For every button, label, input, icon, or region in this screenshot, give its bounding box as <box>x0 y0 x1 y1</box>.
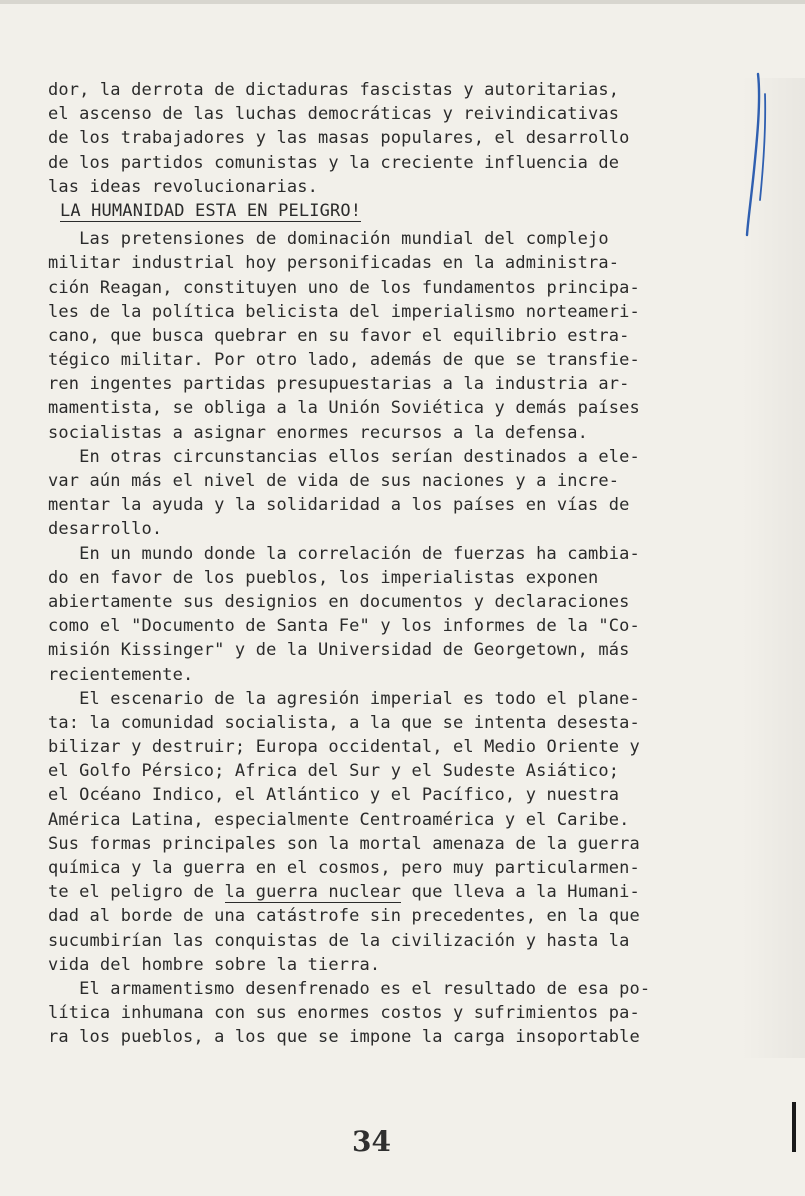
text-line: el Océano Indico, el Atlántico y el Pacífico, y nuestra <box>48 785 620 806</box>
text-fragment: que lleva a la Humani- <box>401 882 640 903</box>
text-line: dad al borde de una catástrofe sin precedentes, en la que <box>48 906 640 927</box>
text-line: En otras circunstancias ellos serían destinados a ele- <box>48 446 640 467</box>
text-line: abiertamente sus designios en documentos y declaraciones <box>48 591 630 612</box>
text-line: de los partidos comunistas y la creciente influencia de <box>48 152 620 173</box>
text-line: América Latina, especialmente Centroamérica y el Caribe. <box>48 809 630 830</box>
text-line: El armamentismo desenfrenado es el resultado de esa po- <box>48 978 651 999</box>
text-fragment: te el peligro de <box>48 882 225 903</box>
text-line: ta: la comunidad socialista, a la que se intenta desesta- <box>48 712 640 733</box>
text-line: En un mundo donde la correlación de fuerzas ha cambia- <box>48 543 640 564</box>
paragraph-4 <box>48 687 728 977</box>
text-line: tégico militar. Por otro lado, además de que se transfie- <box>48 350 640 371</box>
page-top-edge <box>0 0 805 4</box>
text-line: misión Kissinger" y de la Universidad de Georgetown, más <box>48 640 630 661</box>
paragraph-3 <box>48 542 728 687</box>
section-heading-text: LA HUMANIDAD ESTA EN PELIGRO! <box>60 200 362 221</box>
text-line-underlined <box>48 880 728 904</box>
text-line: var aún más el nivel de vida de sus naciones y a incre- <box>48 471 620 491</box>
text-line: desarrollo. <box>48 519 163 540</box>
text-line: el Golfo Pérsico; Africa del Sur y el Sudeste Asiático; <box>48 761 620 782</box>
text-line: como el "Documento de Santa Fe" y los informes de la "Co- <box>48 616 640 637</box>
paragraph-5 <box>48 977 728 1050</box>
text-line: militar industrial hoy personificadas en la administra- <box>48 253 620 274</box>
text-line: las ideas revolucionarias. <box>48 176 319 197</box>
text-line: ra los pueblos, a los que se impone la carga insoportable <box>48 1027 640 1048</box>
body-text <box>48 78 728 1050</box>
text-line: socialistas a asignar enormes recursos a la defensa. <box>48 422 589 443</box>
section-heading <box>60 199 728 223</box>
text-line: química y la guerra en el cosmos, pero muy particularmen- <box>48 858 640 878</box>
text-line: bilizar y destruir; Europa occidental, el Medio Oriente y <box>48 737 640 758</box>
text-line: el ascenso de las luchas democráticas y reivindicativas <box>48 104 620 125</box>
text-line: vida del hombre sobre la tierra. <box>48 954 381 975</box>
text-line: El escenario de la agresión imperial es todo el plane- <box>48 688 640 709</box>
text-line: Sus formas principales son la mortal amenaza de la guerra <box>48 833 640 854</box>
paragraph-intro <box>48 78 728 199</box>
text-line: Las pretensiones de dominación mundial del complejo <box>48 229 609 250</box>
page-number: 34 <box>352 1125 391 1158</box>
text-line: lítica inhumana con sus enormes costos y sufrimientos pa- <box>48 1003 640 1024</box>
text-line: sucumbirían las conquistas de la civilización y hasta la <box>48 930 630 951</box>
text-line: do en favor de los pueblos, los imperialistas exponen <box>48 567 599 588</box>
text-line: les de la política belicista del imperialismo norteameri- <box>48 301 640 322</box>
text-line: ción Reagan, constituyen uno de los fundamentos principa- <box>48 277 640 298</box>
text-line: recientemente. <box>48 664 194 685</box>
paragraph-1 <box>48 227 728 445</box>
underlined-phrase: la guerra nuclear <box>224 882 402 903</box>
text-line: mentar la ayuda y la solidaridad a los países en vías de <box>48 495 630 516</box>
text-line: de los trabajadores y las masas populares, el desarrollo <box>48 128 630 149</box>
pen-margin-mark-icon <box>742 70 772 240</box>
text-line: cano, que busca quebrar en su favor el equilibrio estra- <box>48 325 630 346</box>
text-line: ren ingentes partidas presupuestarias a la industria ar- <box>48 374 630 395</box>
paragraph-2 <box>48 445 728 542</box>
text-line: mamentista, se obliga a la Unión Soviética y demás países <box>48 398 640 419</box>
edge-mark <box>792 1102 796 1152</box>
text-line: dor, la derrota de dictaduras fascistas y autoritarias, <box>48 80 620 100</box>
